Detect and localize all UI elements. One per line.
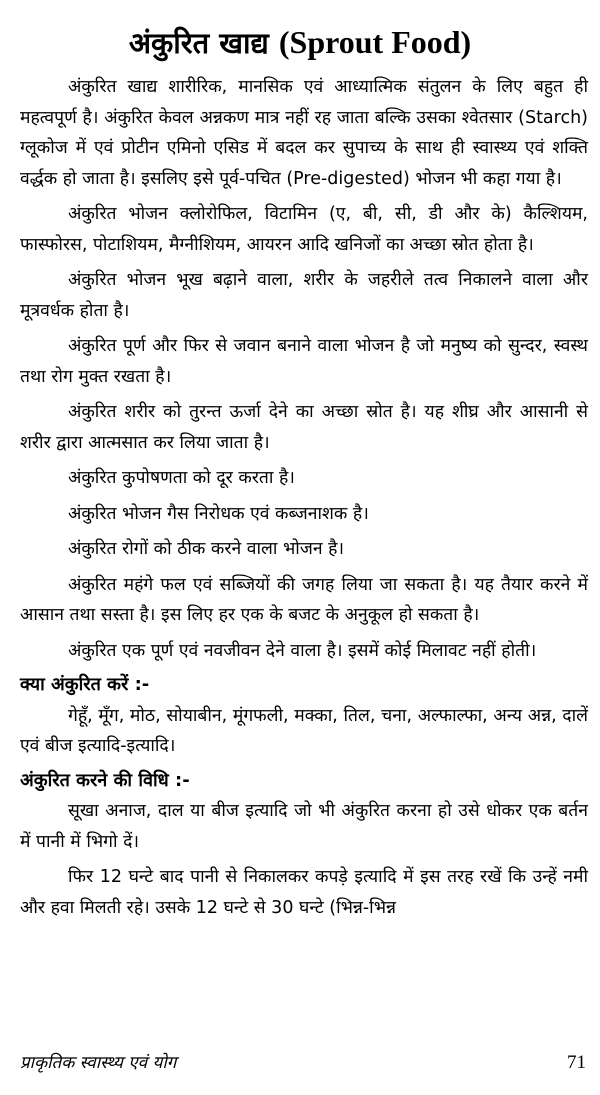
paragraph: अंकुरित महंगे फल एवं सब्जियों की जगह लिया जा सकता है। यह तैयार करने में आसान तथा सस्ता है। इस लिए हर एक के बजट के अनुकूल हो सकता है। [20,574,588,625]
section-heading-sprouting-method: अंकुरित करने की विधि :- [20,769,190,791]
footer-book-title: प्राकृतिक स्वास्थ्य एवं योग [20,1053,177,1073]
page-footer [20,1049,588,1077]
section-text-what-to-sprout: गेहूँ, मूँग, मोठ, सोयाबीन, मूंगफली, मक्का, तिल, चना, अल्फाल्फा, अन्य अन्न, दालें एवं बीज इत्यादि-इत्यादि। [20,705,588,756]
paragraph: अंकुरित खाद्य शारीरिक, मानसिक एवं आध्यात्मिक संतुलन के लिए बहुत ही महत्वपूर्ण है। अंकुरित केवल अन्नकण मात्र नहीं रह जाता बल्कि उसका श्वेतसार (Starch) ग्लूकोज में एवं प्रोटीन एमिनो एसिड में बदल कर सुपाच्य के साथ ही स्वास्थ्य एवं शक्ति वर्द्धक हो जाता है। इसलिए इसे पूर्व-पचित (Pre-digested) भोजन भी कहा गया है। [20,77,588,189]
paragraph: अंकुरित एक पूर्ण एवं नवजीवन देने वाला है। इसमें कोई मिलावट नहीं होती। [68,640,537,661]
section-heading-what-to-sprout: क्या अंकुरित करें :- [20,674,150,695]
title-hindi: अंकुरित खाद्य [128,26,269,60]
paragraph: अंकुरित भोजन क्लोरोफिल, विटामिन (ए, बी, सी, डी और के) कैल्शियम, फास्फोरस, पोटाशियम, मैग्नीशियम, आयरन आदि खनिजों का अच्छा स्रोत होता है। [20,204,588,255]
page-title [0,22,600,63]
page-body [20,72,588,923]
paragraph: अंकुरित कुपोषणता को दूर करता है। [68,468,295,488]
method-paragraph: सूखा अनाज, दाल या बीज इत्यादि जो भी अंकुरित करना हो उसे धोकर एक बर्तन में पानी में भिगो दें। [20,801,588,852]
page-number: 71 [567,1052,586,1073]
paragraph: अंकुरित शरीर को तुरन्त ऊर्जा देने का अच्छा स्रोत है। यह शीघ्र और आसानी से शरीर द्वारा आत्मसात कर लिया जाता है। [20,402,588,453]
paragraph: अंकुरित भोजन गैस निरोधक एवं कब्जनाशक है। [68,503,369,524]
paragraph: अंकुरित रोगों को ठीक करने वाला भोजन है। [68,539,345,559]
paragraph: अंकुरित भोजन भूख बढ़ाने वाला, शरीर के जहरीले तत्व निकालने वाला और मूत्रवर्धक होता है। [20,270,588,321]
paragraph: अंकुरित पूर्ण और फिर से जवान बनाने वाला भोजन है जो मनुष्य को सुन्दर, स्वस्थ तथा रोग मुक्त रखता है। [20,336,588,387]
title-english: (Sprout Food) [278,24,472,60]
method-paragraph: फिर 12 घन्टे बाद पानी से निकालकर कपड़े इत्यादि में इस तरह रखें कि उन्हें नमी और हवा मिलती रहे। उसके 12 घन्टे से 30 घन्टे (भिन्न-भिन्न [20,867,588,918]
